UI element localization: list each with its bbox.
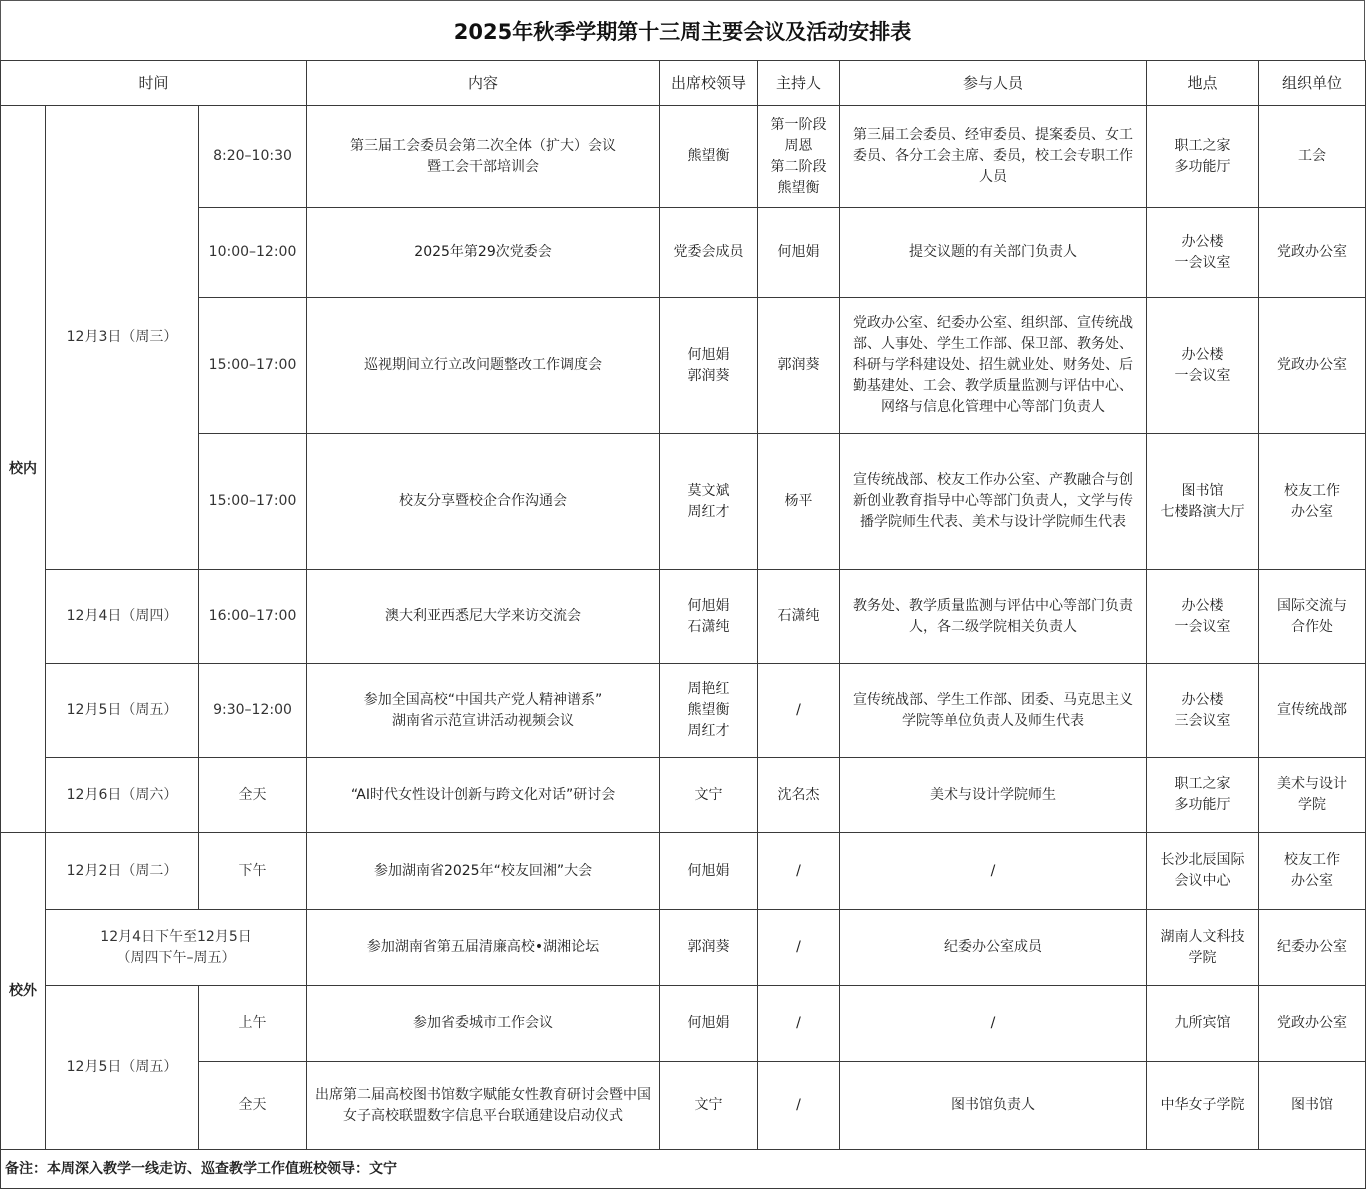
- location-cell: 湖南人文科技 学院: [1147, 910, 1259, 986]
- participants-cell: 教务处、教学质量监测与评估中心等部门负责人，各二级学院相关负责人: [840, 570, 1147, 664]
- table-row: [1, 664, 1366, 758]
- org-cell: 纪委办公室: [1259, 910, 1366, 986]
- participants-cell: 图书馆负责人: [840, 1062, 1147, 1150]
- location-cell: 办公楼 三会议室: [1147, 664, 1259, 758]
- leader-cell: 何旭娟: [660, 986, 758, 1062]
- table-row: [1, 434, 1366, 570]
- date-cell: 12月4日下午至12月5日 （周四下午–周五）: [46, 910, 307, 986]
- leader-cell: 熊望衡: [660, 106, 758, 208]
- org-cell: 工会: [1259, 106, 1366, 208]
- host-cell: 何旭娟: [758, 208, 840, 298]
- org-cell: 宣传统战部: [1259, 664, 1366, 758]
- section-inside: 校内: [1, 106, 46, 833]
- location-cell: 办公楼 一会议室: [1147, 298, 1259, 434]
- table-row: [1, 1062, 1366, 1150]
- leader-cell: 何旭娟 郭润葵: [660, 298, 758, 434]
- participants-cell: 党政办公室、纪委办公室、组织部、宣传统战部、人事处、学生工作部、保卫部、教务处、科研与学科建设处、招生就业处、财务处、后勤基建处、工会、教学质量监测与评估中心、网络与信息化管理中心等部门负责人: [840, 298, 1147, 434]
- table-row: [1, 910, 1366, 986]
- participants-cell: 宣传统战部、校友工作办公室、产教融合与创新创业教育指导中心等部门负责人，文学与传播学院师生代表、美术与设计学院师生代表: [840, 434, 1147, 570]
- leader-cell: 莫文斌 周红才: [660, 434, 758, 570]
- time-cell: 8:20–10:30: [199, 106, 307, 208]
- leader-cell: 党委会成员: [660, 208, 758, 298]
- table-row: [1, 208, 1366, 298]
- date-cell: 12月2日（周二）: [46, 833, 199, 910]
- org-cell: 校友工作 办公室: [1259, 833, 1366, 910]
- host-cell: 沈名杰: [758, 758, 840, 833]
- participants-cell: /: [840, 833, 1147, 910]
- location-cell: 中华女子学院: [1147, 1062, 1259, 1150]
- content-cell: 校友分享暨校企合作沟通会: [307, 434, 660, 570]
- org-cell: 国际交流与 合作处: [1259, 570, 1366, 664]
- header-participants: 参与人员: [840, 61, 1147, 106]
- host-cell: 石潇纯: [758, 570, 840, 664]
- leader-cell: 文宁: [660, 1062, 758, 1150]
- note-text: 备注：本周深入教学一线走访、巡查教学工作值班校领导：文宁: [1, 1150, 1366, 1189]
- location-cell: 九所宾馆: [1147, 986, 1259, 1062]
- content-cell: 巡视期间立行立改问题整改工作调度会: [307, 298, 660, 434]
- section-outside: 校外: [1, 833, 46, 1150]
- participants-cell: 宣传统战部、学生工作部、团委、马克思主义学院等单位负责人及师生代表: [840, 664, 1147, 758]
- time-cell: 下午: [199, 833, 307, 910]
- content-cell: “AI时代女性设计创新与跨文化对话”研讨会: [307, 758, 660, 833]
- participants-cell: /: [840, 986, 1147, 1062]
- host-cell: /: [758, 664, 840, 758]
- header-location: 地点: [1147, 61, 1259, 106]
- header-org: 组织单位: [1259, 61, 1366, 106]
- content-cell: 2025年第29次党委会: [307, 208, 660, 298]
- location-cell: 办公楼 一会议室: [1147, 570, 1259, 664]
- content-cell: 参加省委城市工作会议: [307, 986, 660, 1062]
- header-content: 内容: [307, 61, 660, 106]
- time-cell: 15:00–17:00: [199, 434, 307, 570]
- content-cell: 第三届工会委员会第二次全体（扩大）会议 暨工会干部培训会: [307, 106, 660, 208]
- date-cell: 12月4日（周四）: [46, 570, 199, 664]
- org-cell: 党政办公室: [1259, 986, 1366, 1062]
- content-cell: 参加湖南省第五届清廉高校•湖湘论坛: [307, 910, 660, 986]
- header-row: [1, 61, 1366, 106]
- location-cell: 长沙北辰国际 会议中心: [1147, 833, 1259, 910]
- host-cell: 第一阶段 周恩 第二阶段 熊望衡: [758, 106, 840, 208]
- time-cell: 9:30–12:00: [199, 664, 307, 758]
- date-cell: 12月5日（周五）: [46, 986, 199, 1150]
- table-row: [1, 986, 1366, 1062]
- time-cell: 上午: [199, 986, 307, 1062]
- host-cell: /: [758, 833, 840, 910]
- table-row: [1, 570, 1366, 664]
- time-cell: 全天: [199, 758, 307, 833]
- content-cell: 澳大利亚西悉尼大学来访交流会: [307, 570, 660, 664]
- org-cell: 党政办公室: [1259, 208, 1366, 298]
- participants-cell: 美术与设计学院师生: [840, 758, 1147, 833]
- leader-cell: 何旭娟: [660, 833, 758, 910]
- content-cell: 参加全国高校“中国共产党人精神谱系” 湖南省示范宣讲活动视频会议: [307, 664, 660, 758]
- org-cell: 校友工作 办公室: [1259, 434, 1366, 570]
- host-cell: /: [758, 910, 840, 986]
- header-time: 时间: [1, 61, 307, 106]
- location-cell: 职工之家 多功能厅: [1147, 758, 1259, 833]
- content-cell: 参加湖南省2025年“校友回湘”大会: [307, 833, 660, 910]
- leader-cell: 何旭娟 石潇纯: [660, 570, 758, 664]
- note-row: [1, 1150, 1366, 1189]
- host-cell: 郭润葵: [758, 298, 840, 434]
- participants-cell: 纪委办公室成员: [840, 910, 1147, 986]
- org-cell: 党政办公室: [1259, 298, 1366, 434]
- host-cell: /: [758, 1062, 840, 1150]
- time-cell: 10:00–12:00: [199, 208, 307, 298]
- table-row: [1, 298, 1366, 434]
- time-cell: 15:00–17:00: [199, 298, 307, 434]
- schedule-table: [0, 60, 1366, 1189]
- table-row: [1, 758, 1366, 833]
- org-cell: 美术与设计 学院: [1259, 758, 1366, 833]
- date-cell: 12月3日（周三）: [46, 106, 199, 570]
- participants-cell: 第三届工会委员、经审委员、提案委员、女工委员、各分工会主席、委员，校工会专职工作人员: [840, 106, 1147, 208]
- location-cell: 图书馆 七楼路演大厅: [1147, 434, 1259, 570]
- host-cell: /: [758, 986, 840, 1062]
- location-cell: 办公楼 一会议室: [1147, 208, 1259, 298]
- participants-cell: 提交议题的有关部门负责人: [840, 208, 1147, 298]
- page-title: 2025年秋季学期第十三周主要会议及活动安排表: [0, 0, 1365, 60]
- table-row: [1, 833, 1366, 910]
- time-cell: 16:00–17:00: [199, 570, 307, 664]
- leader-cell: 郭润葵: [660, 910, 758, 986]
- content-cell: 出席第二届高校图书馆数字赋能女性教育研讨会暨中国女子高校联盟数字信息平台联通建设启动仪式: [307, 1062, 660, 1150]
- date-cell: 12月6日（周六）: [46, 758, 199, 833]
- host-cell: 杨平: [758, 434, 840, 570]
- location-cell: 职工之家 多功能厅: [1147, 106, 1259, 208]
- date-cell: 12月5日（周五）: [46, 664, 199, 758]
- table-row: [1, 106, 1366, 208]
- header-host: 主持人: [758, 61, 840, 106]
- leader-cell: 文宁: [660, 758, 758, 833]
- time-cell: 全天: [199, 1062, 307, 1150]
- header-leader: 出席校领导: [660, 61, 758, 106]
- leader-cell: 周艳红 熊望衡 周红才: [660, 664, 758, 758]
- org-cell: 图书馆: [1259, 1062, 1366, 1150]
